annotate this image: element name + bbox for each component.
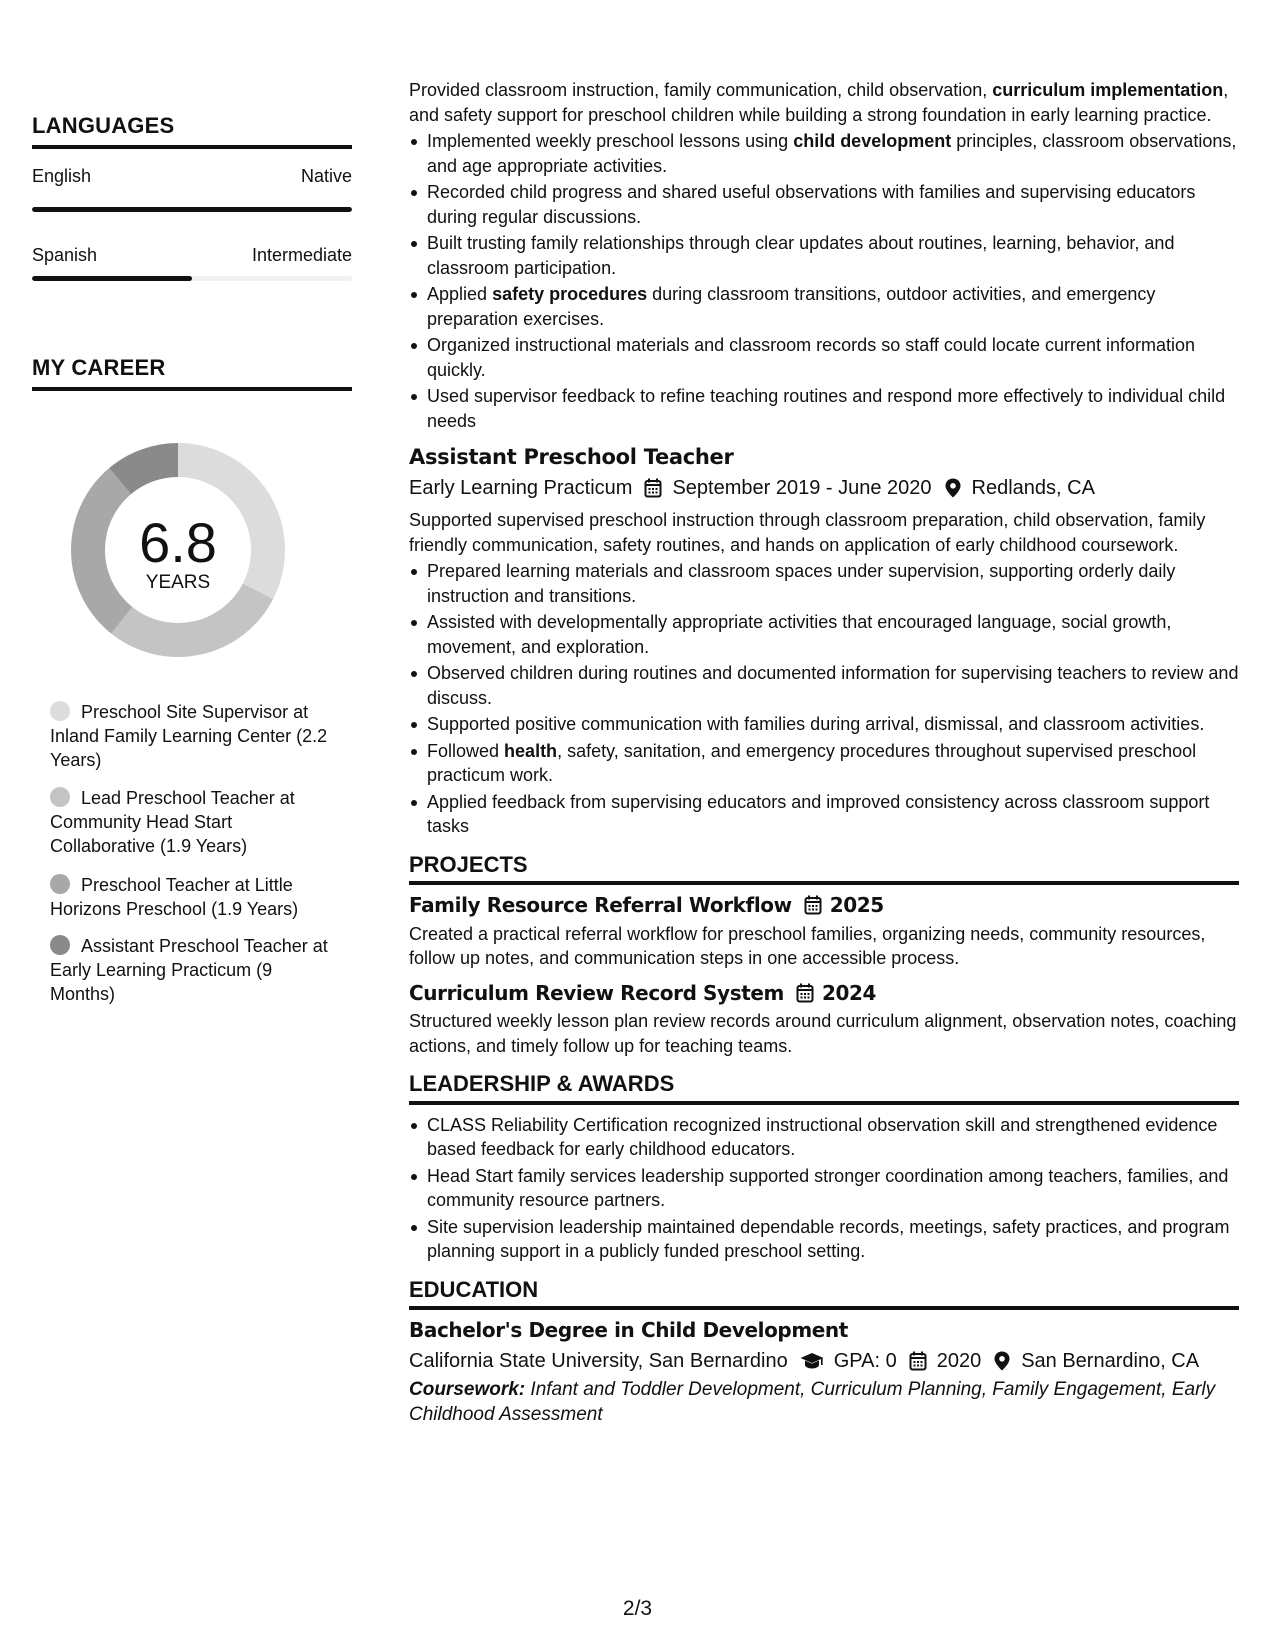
main-content [409, 78, 1239, 1427]
job-bullets [409, 559, 1239, 839]
job-bullet: Prepared learning materials and classroom spaces under supervision, supporting orderly daily instruction and transitions. [409, 559, 1239, 608]
career-total-unit: YEARS [145, 572, 211, 593]
job-bullet: Implemented weekly preschool lessons using child development principles, classroom observations, and age appropriate activities. [409, 129, 1239, 178]
career-legend-label: Assistant Preschool Teacher at Early Learning Practicum (9 Months) [50, 936, 328, 1004]
degree-title: Bachelor's Degree in Child Development [409, 1318, 848, 1342]
page-number: 2/3 [622, 1597, 653, 1620]
job-bullet: Assisted with developmentally appropriate activities that encouraged language, social growth, movement, and exploration. [409, 610, 1239, 659]
job-bullet: Followed health, safety, sanitation, and emergency procedures throughout supervised preschool practicum work. [409, 739, 1239, 788]
language-bar-fill [32, 207, 352, 212]
career-legend-item [50, 873, 340, 921]
career-legend-item [50, 786, 340, 858]
calendar-icon [796, 983, 814, 1003]
job-bullets [409, 129, 1239, 433]
project-item [409, 981, 1239, 1059]
career-legend-item [50, 700, 340, 772]
coursework [409, 1377, 1239, 1427]
legend-dot [50, 874, 70, 894]
language-level: Native [300, 166, 352, 186]
job-bullet: Observed children during routines and documented information for supervising teachers to review and discuss. [409, 661, 1239, 710]
language-name: English [32, 166, 92, 186]
leadership-heading: LEADERSHIP & AWARDS [409, 1072, 1239, 1105]
calendar-icon [644, 478, 662, 498]
career-legend-label: Lead Preschool Teacher at Community Head Start Collaborative (1.9 Years) [50, 788, 295, 856]
career-legend-label: Preschool Teacher at Little Horizons Preschool (1.9 Years) [50, 875, 299, 919]
project-name: Family Resource Referral Workflow [409, 893, 792, 917]
leadership-item: CLASS Reliability Certification recognized instructional observation skill and strengthened evidence based feedback for early childhood educators. [409, 1113, 1239, 1162]
legend-dot [50, 701, 70, 721]
project-name: Curriculum Review Record System [409, 980, 784, 1005]
language-bar-english [32, 207, 352, 212]
project-description: Created a practical referral workflow for preschool families, organizing needs, community resources, follow up notes, and communication steps in one accessible process. [409, 923, 1206, 968]
summary-keyword: curriculum implementation [992, 80, 1224, 100]
job-bullet: Supported positive communication with families during arrival, dismissal, and classroom activities. [409, 712, 1239, 737]
language-row-spanish [32, 245, 352, 266]
leadership-list [409, 1113, 1239, 1264]
career-legend-item [50, 934, 340, 1006]
project-item [409, 893, 1239, 971]
coursework-list: Infant and Toddler Development, Curriculum Planning, Family Engagement, Early Childhood Assessment [409, 1379, 1216, 1425]
job-bullet: Organized instructional materials and classroom records so staff could locate current information quickly. [409, 333, 1239, 382]
project-year: 2024 [821, 980, 877, 1005]
job-bullet: Built trusting family relationships through clear updates about routines, learning, behavior, and classroom participation. [409, 231, 1239, 280]
gpa: GPA: 0 [833, 1349, 897, 1372]
map-pin-icon [993, 1351, 1011, 1371]
job-summary [409, 78, 1239, 127]
job-company: Early Learning Practicum [409, 476, 633, 499]
language-name: Spanish [32, 245, 98, 265]
job-meta [409, 476, 1239, 501]
language-row-english [32, 166, 352, 187]
job-bullet: Applied feedback from supervising educators and improved consistency across classroom support tasks [409, 790, 1239, 839]
education-heading: EDUCATION [409, 1278, 1239, 1311]
leadership-item: Head Start family services leadership supported stronger coordination among teachers, families, and community resource partners. [409, 1164, 1239, 1213]
donut-segment [111, 584, 273, 657]
career-total-years: 6.8 [139, 511, 217, 574]
summary-text: Provided classroom instruction, family communication, child observation, [409, 80, 993, 100]
coursework-label: Coursework: [409, 1379, 526, 1400]
school-location: San Bernardino, CA [1021, 1349, 1200, 1372]
languages-heading: LANGUAGES [32, 113, 352, 149]
leadership-item: Site supervision leadership maintained dependable records, meetings, safety practices, and program planning support in a publicly funded preschool setting. [409, 1215, 1239, 1264]
job-location: Redlands, CA [971, 476, 1095, 499]
career-heading: MY CAREER [32, 355, 352, 391]
job-summary: Supported supervised preschool instruction through classroom preparation, child observation, family friendly communication, safety routines, and hands on application of early childhood coursework. [409, 510, 1206, 555]
project-description: Structured weekly lesson plan review records around curriculum alignment, observation notes, coaching actions, and timely follow up for teaching teams. [409, 1011, 1237, 1056]
job-title: Assistant Preschool Teacher [409, 445, 734, 469]
legend-dot [50, 935, 70, 955]
education-meta [409, 1349, 1239, 1374]
legend-dot [50, 787, 70, 807]
projects-heading: PROJECTS [409, 853, 1239, 886]
calendar-icon [804, 895, 822, 915]
graduation-year: 2020 [936, 1349, 982, 1372]
map-pin-icon [944, 478, 962, 498]
graduation-cap-icon [800, 1351, 824, 1371]
project-year: 2025 [829, 893, 884, 917]
career-legend-label: Preschool Site Supervisor at Inland Family Learning Center (2.2 Years) [50, 702, 328, 770]
calendar-icon [909, 1351, 927, 1371]
job-bullet: Recorded child progress and shared useful observations with families and supervising educators during regular discussions. [409, 180, 1239, 229]
summary-text: , and safety support for preschool children while building a strong foundation in early learning practice. [409, 80, 1229, 125]
job-dates: September 2019 - June 2020 [672, 476, 932, 499]
school-name: California State University, San Bernardino [409, 1349, 788, 1372]
job-bullet: Applied safety procedures during classroom transitions, outdoor activities, and emergency preparation exercises. [409, 282, 1239, 331]
language-level: Intermediate [251, 245, 352, 265]
language-bar-spanish [32, 276, 352, 281]
job-bullet: Used supervisor feedback to refine teaching routines and respond more effectively to individual child needs [409, 384, 1239, 433]
language-bar-fill [32, 276, 192, 281]
